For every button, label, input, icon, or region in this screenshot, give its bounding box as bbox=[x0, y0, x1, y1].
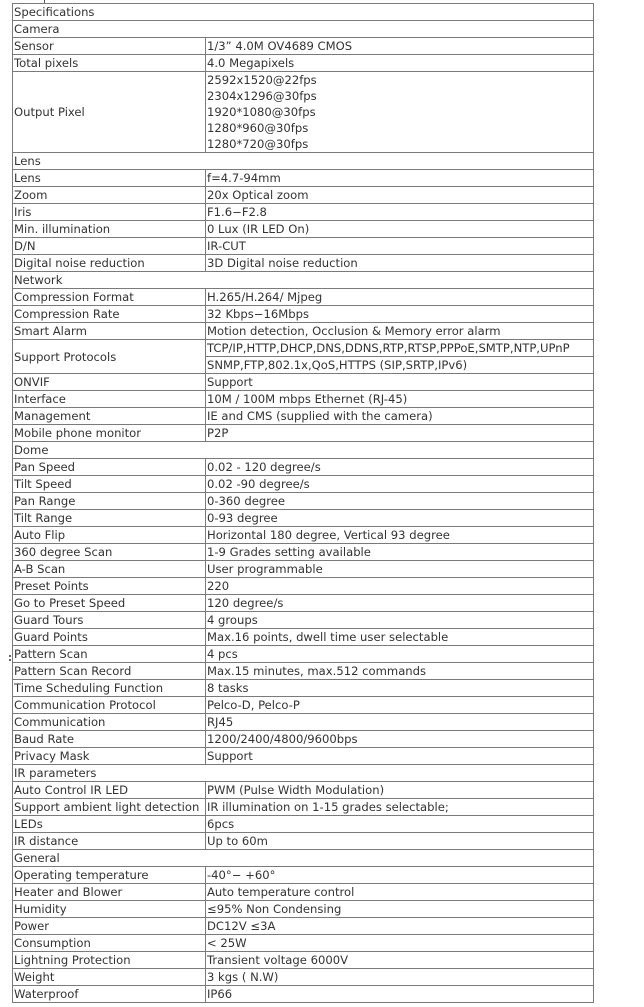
spec-label: Tilt Speed bbox=[13, 476, 206, 493]
spec-label: Output Pixel bbox=[13, 72, 206, 153]
table-row bbox=[13, 680, 594, 697]
spec-label: Total pixels bbox=[13, 55, 206, 72]
table-row bbox=[13, 901, 594, 918]
spec-value: 1200/2400/4800/9600bps bbox=[206, 731, 594, 748]
spec-value: f=4.7-94mm bbox=[206, 170, 594, 187]
table-row bbox=[13, 459, 594, 476]
spec-value: 6pcs bbox=[206, 816, 594, 833]
spec-value: 3 kgs ( N.W) bbox=[206, 969, 594, 986]
spec-value: PWM (Pulse Width Modulation) bbox=[206, 782, 594, 799]
spec-value: 10M / 100M mbps Ethernet (RJ-45) bbox=[206, 391, 594, 408]
table-row bbox=[13, 884, 594, 901]
table-row bbox=[13, 55, 594, 72]
table-row bbox=[13, 544, 594, 561]
table-row bbox=[13, 697, 594, 714]
table-row bbox=[13, 527, 594, 544]
stray-mark bbox=[9, 655, 11, 657]
spec-label: Tilt Range bbox=[13, 510, 206, 527]
spec-label: Guard Tours bbox=[13, 612, 206, 629]
table-row bbox=[13, 72, 594, 153]
table-row bbox=[13, 238, 594, 255]
table-row bbox=[13, 918, 594, 935]
spec-label: Heater and Blower bbox=[13, 884, 206, 901]
table-row bbox=[13, 612, 594, 629]
table-row bbox=[13, 799, 594, 816]
specifications-table bbox=[12, 3, 594, 1003]
spec-value: SNMP,FTP,802.1x,QoS,HTTPS (SIP,SRTP,IPv6) bbox=[206, 357, 594, 374]
spec-value: Max.15 minutes, max.512 commands bbox=[206, 663, 594, 680]
spec-label: Time Scheduling Function bbox=[13, 680, 206, 697]
spec-label: Guard Points bbox=[13, 629, 206, 646]
table-row bbox=[13, 816, 594, 833]
spec-value: 0-360 degree bbox=[206, 493, 594, 510]
table-row bbox=[13, 731, 594, 748]
spec-label: D/N bbox=[13, 238, 206, 255]
spec-value: Support bbox=[206, 748, 594, 765]
section-header-row bbox=[13, 272, 594, 289]
spec-value: 4 pcs bbox=[206, 646, 594, 663]
spec-value-line: 1280*960@30fps bbox=[207, 121, 309, 135]
table-row bbox=[13, 476, 594, 493]
spec-label: LEDs bbox=[13, 816, 206, 833]
section-header-row bbox=[13, 21, 594, 38]
spec-label: Go to Preset Speed bbox=[13, 595, 206, 612]
spec-value: IE and CMS (supplied with the camera) bbox=[206, 408, 594, 425]
spec-value: Support bbox=[206, 374, 594, 391]
section-header: IR parameters bbox=[13, 765, 594, 782]
spec-label: Zoom bbox=[13, 187, 206, 204]
spec-label: Auto Control IR LED bbox=[13, 782, 206, 799]
spec-value-line: 2592x1520@22fps bbox=[207, 73, 317, 87]
spec-label: Iris bbox=[13, 204, 206, 221]
section-header: Lens bbox=[13, 153, 594, 170]
spec-label: Baud Rate bbox=[13, 731, 206, 748]
spec-value: < 25W bbox=[206, 935, 594, 952]
stray-mark bbox=[9, 659, 11, 661]
spec-label: Weight bbox=[13, 969, 206, 986]
spec-label: Communication bbox=[13, 714, 206, 731]
spec-value: 120 degree/s bbox=[206, 595, 594, 612]
spec-value-line: 1280*720@30fps bbox=[207, 137, 309, 151]
spec-value: Pelco-D, Pelco-P bbox=[206, 697, 594, 714]
spec-value bbox=[206, 72, 594, 153]
spec-label: A-B Scan bbox=[13, 561, 206, 578]
table-row bbox=[13, 833, 594, 850]
spec-label: Communication Protocol bbox=[13, 697, 206, 714]
spec-label: Pan Speed bbox=[13, 459, 206, 476]
spec-value: 32 Kbps−16Mbps bbox=[206, 306, 594, 323]
spec-value: RJ45 bbox=[206, 714, 594, 731]
table-row bbox=[13, 561, 594, 578]
table-title-row bbox=[13, 4, 594, 21]
spec-label: Humidity bbox=[13, 901, 206, 918]
table-row bbox=[13, 714, 594, 731]
spec-value: IR illumination on 1-15 grades selectable; bbox=[206, 799, 594, 816]
spec-value: F1.6−F2.8 bbox=[206, 204, 594, 221]
section-header-row bbox=[13, 850, 594, 867]
spec-label: Support ambient light detection bbox=[13, 799, 206, 816]
spec-label: Power bbox=[13, 918, 206, 935]
table-row bbox=[13, 408, 594, 425]
spec-label: Consumption bbox=[13, 935, 206, 952]
table-row bbox=[13, 952, 594, 969]
spec-value: 1/3” 4.0M OV4689 CMOS bbox=[206, 38, 594, 55]
table-row bbox=[13, 629, 594, 646]
table-row bbox=[13, 323, 594, 340]
spec-label: 360 degree Scan bbox=[13, 544, 206, 561]
table-row bbox=[13, 187, 594, 204]
spec-value: 20x Optical zoom bbox=[206, 187, 594, 204]
spec-value: Motion detection, Occlusion & Memory error alarm bbox=[206, 323, 594, 340]
spec-label: Management bbox=[13, 408, 206, 425]
spec-label: Pan Range bbox=[13, 493, 206, 510]
specifications-table-body bbox=[13, 4, 594, 1003]
table-row bbox=[13, 374, 594, 391]
spec-label: Mobile phone monitor bbox=[13, 425, 206, 442]
table-row bbox=[13, 595, 594, 612]
spec-value: P2P bbox=[206, 425, 594, 442]
spec-value: 8 tasks bbox=[206, 680, 594, 697]
table-row bbox=[13, 38, 594, 55]
table-row bbox=[13, 578, 594, 595]
table-row bbox=[13, 493, 594, 510]
spec-label: Auto Flip bbox=[13, 527, 206, 544]
section-header-row bbox=[13, 153, 594, 170]
spec-label: Min. illumination bbox=[13, 221, 206, 238]
table-row bbox=[13, 510, 594, 527]
table-row bbox=[13, 289, 594, 306]
spec-value: ≤95% Non Condensing bbox=[206, 901, 594, 918]
spec-label: Lightning Protection bbox=[13, 952, 206, 969]
spec-value: DC12V ≤3A bbox=[206, 918, 594, 935]
section-header: Dome bbox=[13, 442, 594, 459]
spec-label: Smart Alarm bbox=[13, 323, 206, 340]
spec-value: 220 bbox=[206, 578, 594, 595]
spec-label: Compression Format bbox=[13, 289, 206, 306]
spec-label: Pattern Scan bbox=[13, 646, 206, 663]
spec-label: Digital noise reduction bbox=[13, 255, 206, 272]
spec-label: Support Protocols bbox=[13, 340, 206, 374]
spec-value: Transient voltage 6000V bbox=[206, 952, 594, 969]
spec-label: Waterproof bbox=[13, 986, 206, 1003]
spec-value: 1-9 Grades setting available bbox=[206, 544, 594, 561]
section-header: General bbox=[13, 850, 594, 867]
table-row bbox=[13, 663, 594, 680]
table-row bbox=[13, 255, 594, 272]
table-row bbox=[13, 221, 594, 238]
section-header-row bbox=[13, 442, 594, 459]
spec-value: 3D Digital noise reduction bbox=[206, 255, 594, 272]
spec-value: IR-CUT bbox=[206, 238, 594, 255]
spec-value: 4.0 Megapixels bbox=[206, 55, 594, 72]
spec-value: Horizontal 180 degree, Vertical 93 degree bbox=[206, 527, 594, 544]
spec-value: 0.02 -90 degree/s bbox=[206, 476, 594, 493]
spec-value: 4 groups bbox=[206, 612, 594, 629]
table-title: Specifications bbox=[13, 4, 594, 21]
table-row bbox=[13, 782, 594, 799]
spec-label: Compression Rate bbox=[13, 306, 206, 323]
spec-label: Pattern Scan Record bbox=[13, 663, 206, 680]
table-row bbox=[13, 935, 594, 952]
table-row bbox=[13, 646, 594, 663]
spec-value: 0 Lux (IR LED On) bbox=[206, 221, 594, 238]
spec-value: TCP/IP,HTTP,DHCP,DNS,DDNS,RTP,RTSP,PPPoE,SMTP,NTP,UPnP bbox=[206, 340, 594, 357]
table-row bbox=[13, 170, 594, 187]
section-header-row bbox=[13, 765, 594, 782]
spec-label: IR distance bbox=[13, 833, 206, 850]
spec-label: Sensor bbox=[13, 38, 206, 55]
table-row bbox=[13, 306, 594, 323]
spec-label: ONVIF bbox=[13, 374, 206, 391]
spec-value-line: 1920*1080@30fps bbox=[207, 105, 316, 119]
section-header: Network bbox=[13, 272, 594, 289]
spec-value: -40°− +60° bbox=[206, 867, 594, 884]
spec-value: H.265/H.264/ Mjpeg bbox=[206, 289, 594, 306]
section-header: Camera bbox=[13, 21, 594, 38]
spec-value: Up to 60m bbox=[206, 833, 594, 850]
spec-value-line: 2304x1296@30fps bbox=[207, 89, 317, 103]
table-row bbox=[13, 391, 594, 408]
spec-value: 0-93 degree bbox=[206, 510, 594, 527]
spec-value: Max.16 points, dwell time user selectable bbox=[206, 629, 594, 646]
table-row bbox=[13, 969, 594, 986]
spec-value: Auto temperature control bbox=[206, 884, 594, 901]
spec-value: 0.02 - 120 degree/s bbox=[206, 459, 594, 476]
spec-label: Privacy Mask bbox=[13, 748, 206, 765]
table-row bbox=[13, 425, 594, 442]
spec-label: Preset Points bbox=[13, 578, 206, 595]
table-row bbox=[13, 986, 594, 1003]
table-row bbox=[13, 340, 594, 357]
spec-label: Interface bbox=[13, 391, 206, 408]
table-row bbox=[13, 204, 594, 221]
spec-label: Operating temperature bbox=[13, 867, 206, 884]
spec-value: User programmable bbox=[206, 561, 594, 578]
table-row bbox=[13, 867, 594, 884]
table-row bbox=[13, 748, 594, 765]
spec-label: Lens bbox=[13, 170, 206, 187]
spec-value: IP66 bbox=[206, 986, 594, 1003]
